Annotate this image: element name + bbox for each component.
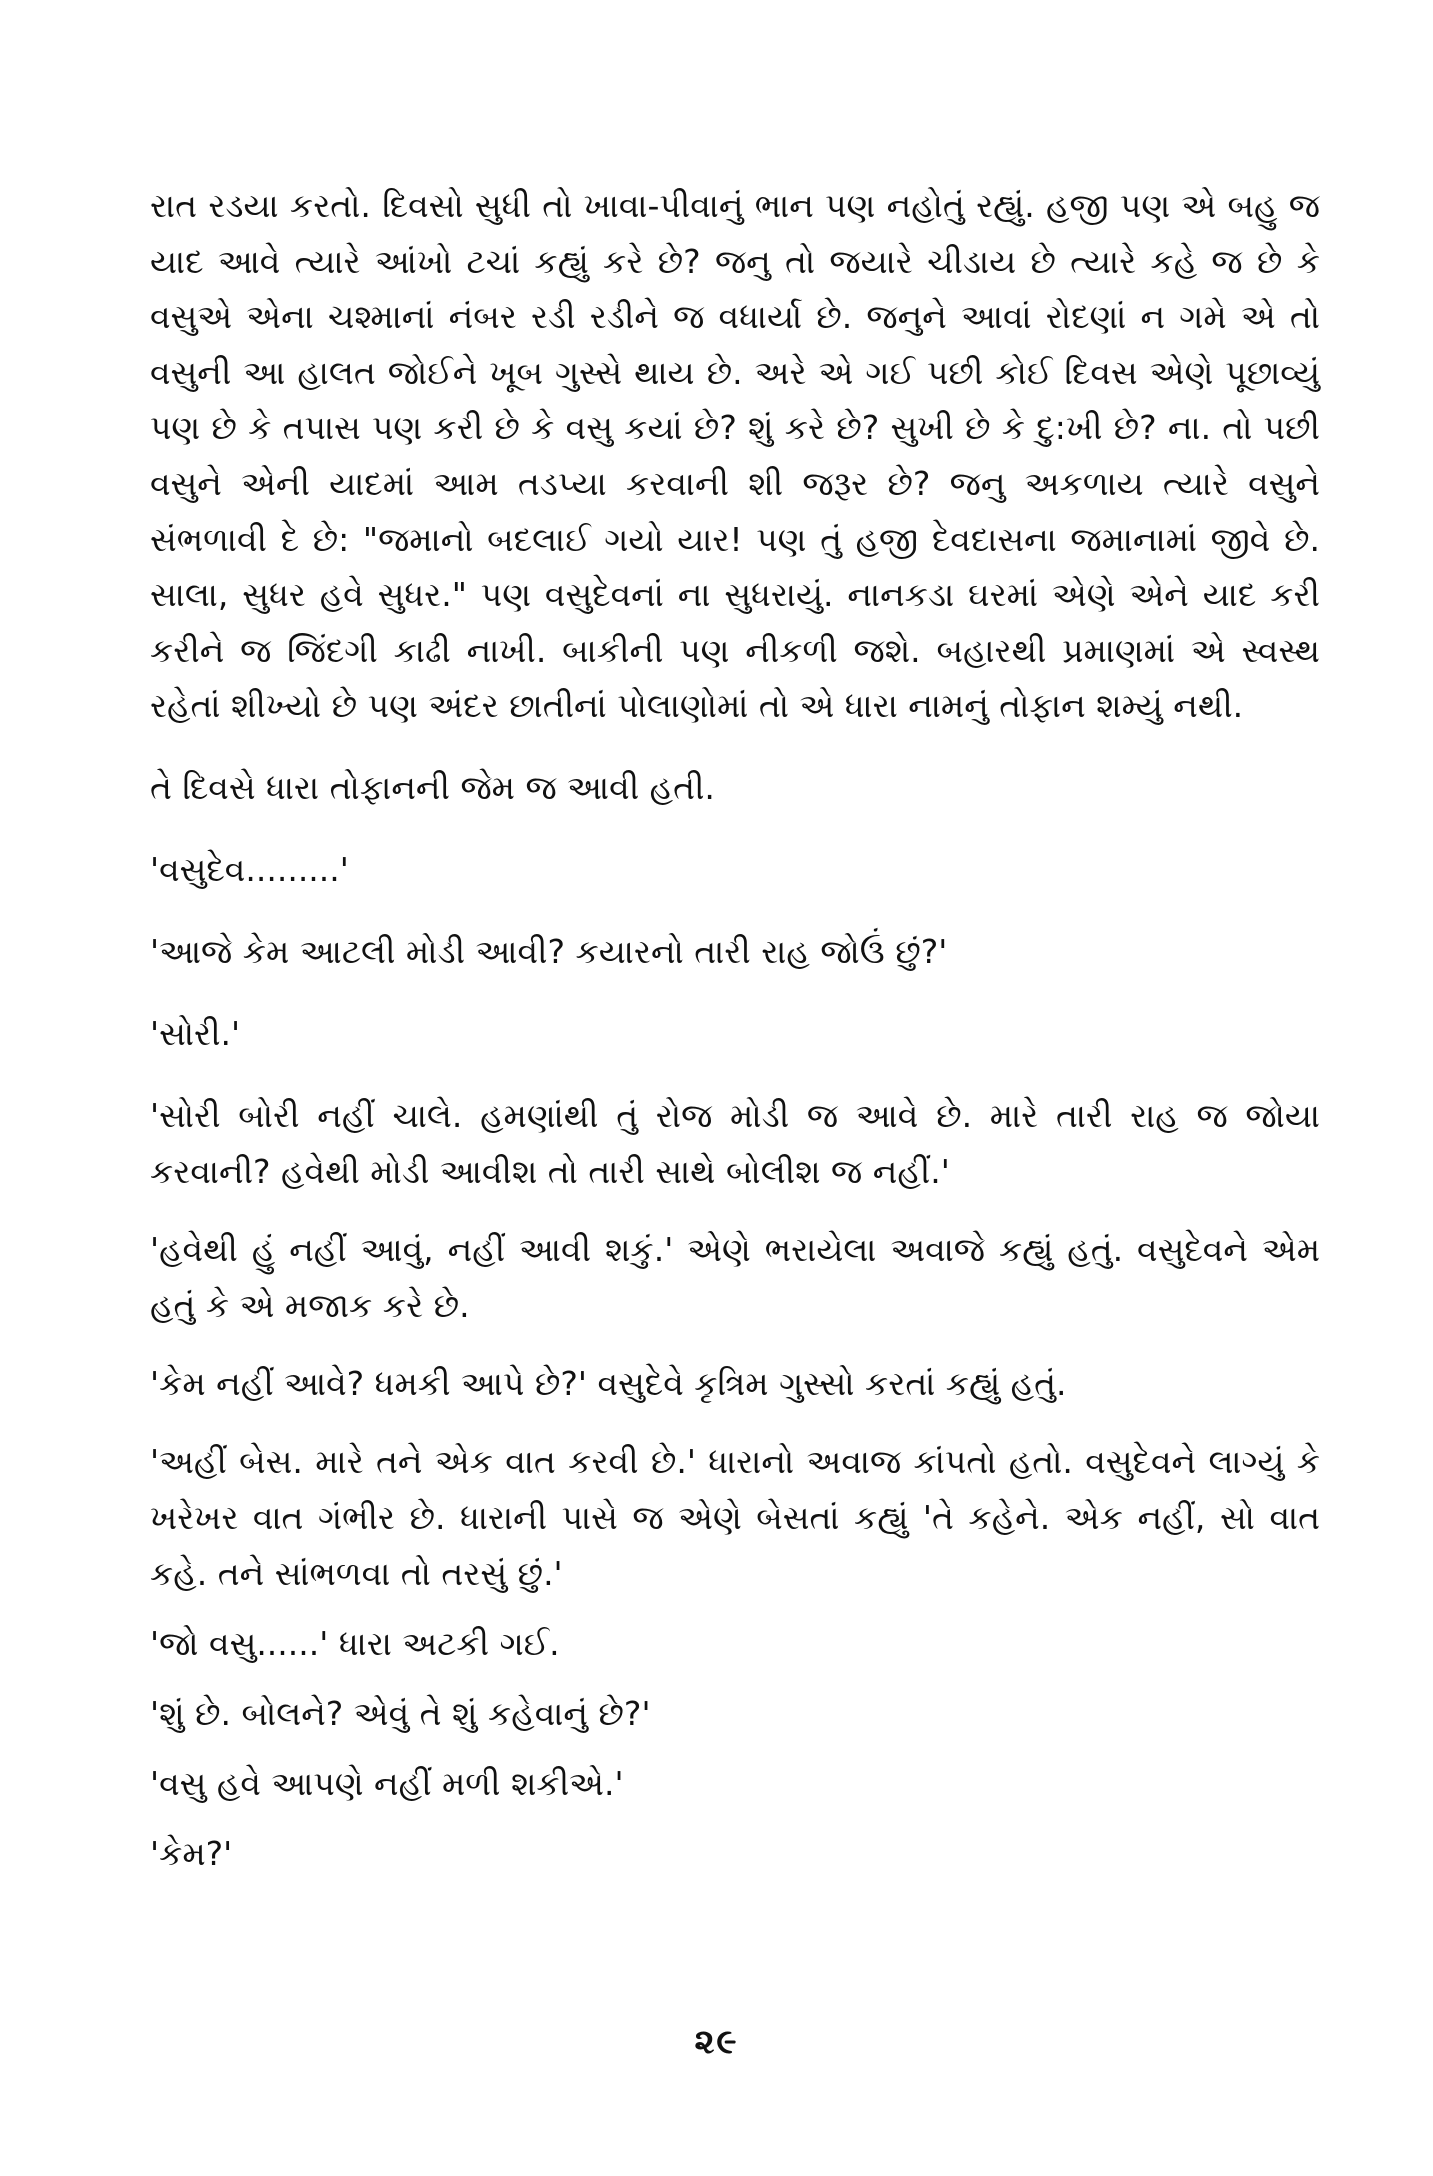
narration-paragraph: તે દિવસે ધારા તોફાનની જેમ જ આવી હતી. [150, 767, 715, 807]
opening-paragraph: રાત રડયા કરતો. દિવસો સુધી તો ખાવા-પીવાનું ભાન પણ નહોતું રહ્યું. હજી પણ એ બહુ જ યાદ આવે ત્યારે આંખો ટચાં કહ્યું કરે છે? જનુ તો જયારે ચીડાય છે ત્યારે કહે જ છે કે વસુએ એના ચશ્માનાં નંબર રડી રડીને જ વધાર્યા છે. જનુને આવાં રોદણાં ન ગમે એ તો વસુની આ હાલત જોઈને ખૂબ ગુસ્સે થાય છે. અરે એ ગઈ પછી કોઈ દિવસ એણે પૂછાવ્યું પણ છે કે તપાસ પણ કરી છે કે વસુ કયાં છે? શું કરે છે? સુખી છે કે દુ:ખી છે? ના. તો પછી વસુને એની યાદમાં આમ તડપ્યા કરવાની શી જરૂર છે? જનુ અકળાય ત્યારે વસુને સંભળાવી દે છે: "જમાનો બદલાઈ ગયો યાર! પણ તું હજી દેવદાસના જમાનામાં જીવે છે. સાલા, સુધર હવે સુધર." પણ વસુદેવનાં ના સુધરાયું. નાનકડા ઘરમાં એણે એને યાદ કરી કરીને જ જિંદગી કાઢી નાખી. બાકીની પણ નીકળી જશે. બહારથી પ્રમાણમાં એ સ્વસ્થ રહેતાં શીખ્યો છે પણ અંદર છાતીનાં પોલાણોમાં તો એ ધારા નામનું તોફાન શમ્યું નથી. [150, 186, 1320, 726]
dialogue-line: 'સોરી.' [150, 1013, 241, 1053]
dialogue-line: 'જો વસુ......' ધારા અટકી ગઈ. [150, 1623, 560, 1663]
dialogue-line: 'કેમ?' [150, 1833, 233, 1873]
dialogue-paragraph: 'હવેથી હું નહીં આવું, નહીં આવી શકું.' એણે ભરાયેલા અવાજે કહ્યું હતું. વસુદેવને એમ હતું કે એ મજાક કરે છે. [150, 1229, 1320, 1325]
page-body [150, 178, 1320, 1882]
dialogue-line: 'કેમ નહીં આવે? ધમકી આપે છે?' વસુદેવે કૃત્રિમ ગુસ્સો કરતાં કહ્યું હતું. [150, 1363, 1067, 1403]
dialogue-paragraph: 'અહીં બેસ. મારે તને એક વાત કરવી છે.' ધારાનો અવાજ કાંપતો હતો. વસુદેવને લાગ્યું કે ખરેખર વાત ગંભીર છે. ધારાની પાસે જ એણે બેસતાં કહ્યું 'તે કહેને. એક નહીં, સો વાત કહે. તને સાંભળવા તો તરસું છું.' [150, 1441, 1320, 1593]
dialogue-line: 'વસુદેવ.........' [150, 849, 349, 889]
page-number: ૨૯ [694, 2022, 739, 2062]
dialogue-paragraph: 'સોરી બોરી નહીં ચાલે. હમણાંથી તું રોજ મોડી જ આવે છે. મારે તારી રાહ જ જોયા કરવાની? હવેથી મોડી આવીશ તો તારી સાથે બોલીશ જ નહીં.' [150, 1095, 1320, 1191]
dialogue-line: 'શું છે. બોલને? એવું તે શું કહેવાનું છે?' [150, 1693, 651, 1733]
dialogue-line: 'આજે કેમ આટલી મોડી આવી? કયારનો તારી રાહ જોઉં છું?' [150, 931, 948, 971]
dialogue-line: 'વસુ હવે આપણે નહીં મળી શકીએ.' [150, 1763, 624, 1803]
